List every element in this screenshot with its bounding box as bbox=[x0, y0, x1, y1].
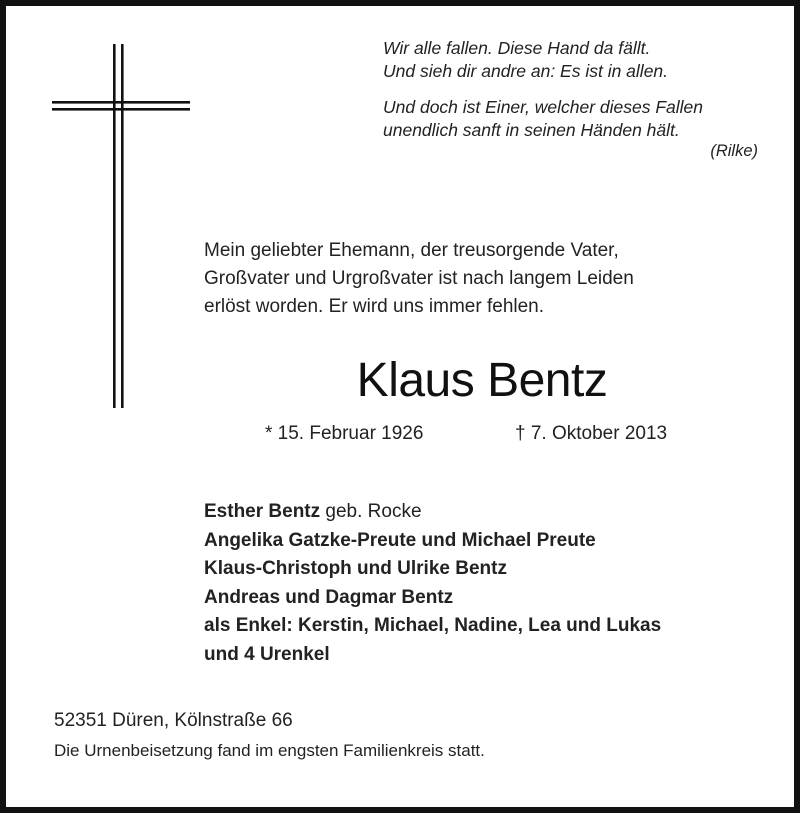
family-line-wife bbox=[204, 498, 784, 527]
deceased-name: Klaus Bentz bbox=[356, 354, 608, 407]
intro-line: erlöst worden. Er wird uns immer fehlen. bbox=[204, 296, 545, 317]
poem-stanza-2 bbox=[383, 96, 763, 163]
intro-text bbox=[204, 237, 744, 321]
wife-name: Esther Bentz bbox=[204, 501, 321, 522]
poem-stanza-1 bbox=[383, 37, 763, 83]
death-date: † 7. Oktober 2013 bbox=[515, 423, 668, 444]
family-line: Angelika Gatzke-Preute und Michael Preute bbox=[204, 529, 596, 551]
poem-line: unendlich sanft in seinen Händen hält. bbox=[383, 120, 680, 140]
family-list bbox=[204, 498, 784, 669]
intro-line: Großvater und Urgroßvater ist nach langem Leiden bbox=[204, 268, 634, 289]
birth-date: * 15. Februar 1926 bbox=[265, 423, 424, 444]
funeral-note: Die Urnenbeisetzung fand im engsten Familienkreis statt. bbox=[54, 741, 485, 760]
family-line-great-grandchildren: und 4 Urenkel bbox=[204, 643, 330, 665]
wife-maiden-name: geb. Rocke bbox=[320, 501, 422, 522]
family-line: Andreas und Dagmar Bentz bbox=[204, 586, 454, 608]
poem-line: Wir alle fallen. Diese Hand da fällt. bbox=[383, 38, 651, 58]
poem-line: Und sieh dir andre an: Es ist in allen. bbox=[383, 61, 669, 81]
poem-line: Und doch ist Einer, welcher dieses Fallen bbox=[383, 97, 704, 117]
poem bbox=[383, 37, 763, 176]
address: 52351 Düren, Kölnstraße 66 bbox=[54, 710, 293, 731]
intro-line: Mein geliebter Ehemann, der treusorgende Vater, bbox=[204, 240, 619, 261]
family-line-grandchildren: als Enkel: Kerstin, Michael, Nadine, Lea und Lukas bbox=[204, 615, 662, 636]
poem-author: (Rilke) bbox=[710, 142, 758, 160]
family-line: Klaus-Christoph und Ulrike Bentz bbox=[204, 558, 507, 579]
